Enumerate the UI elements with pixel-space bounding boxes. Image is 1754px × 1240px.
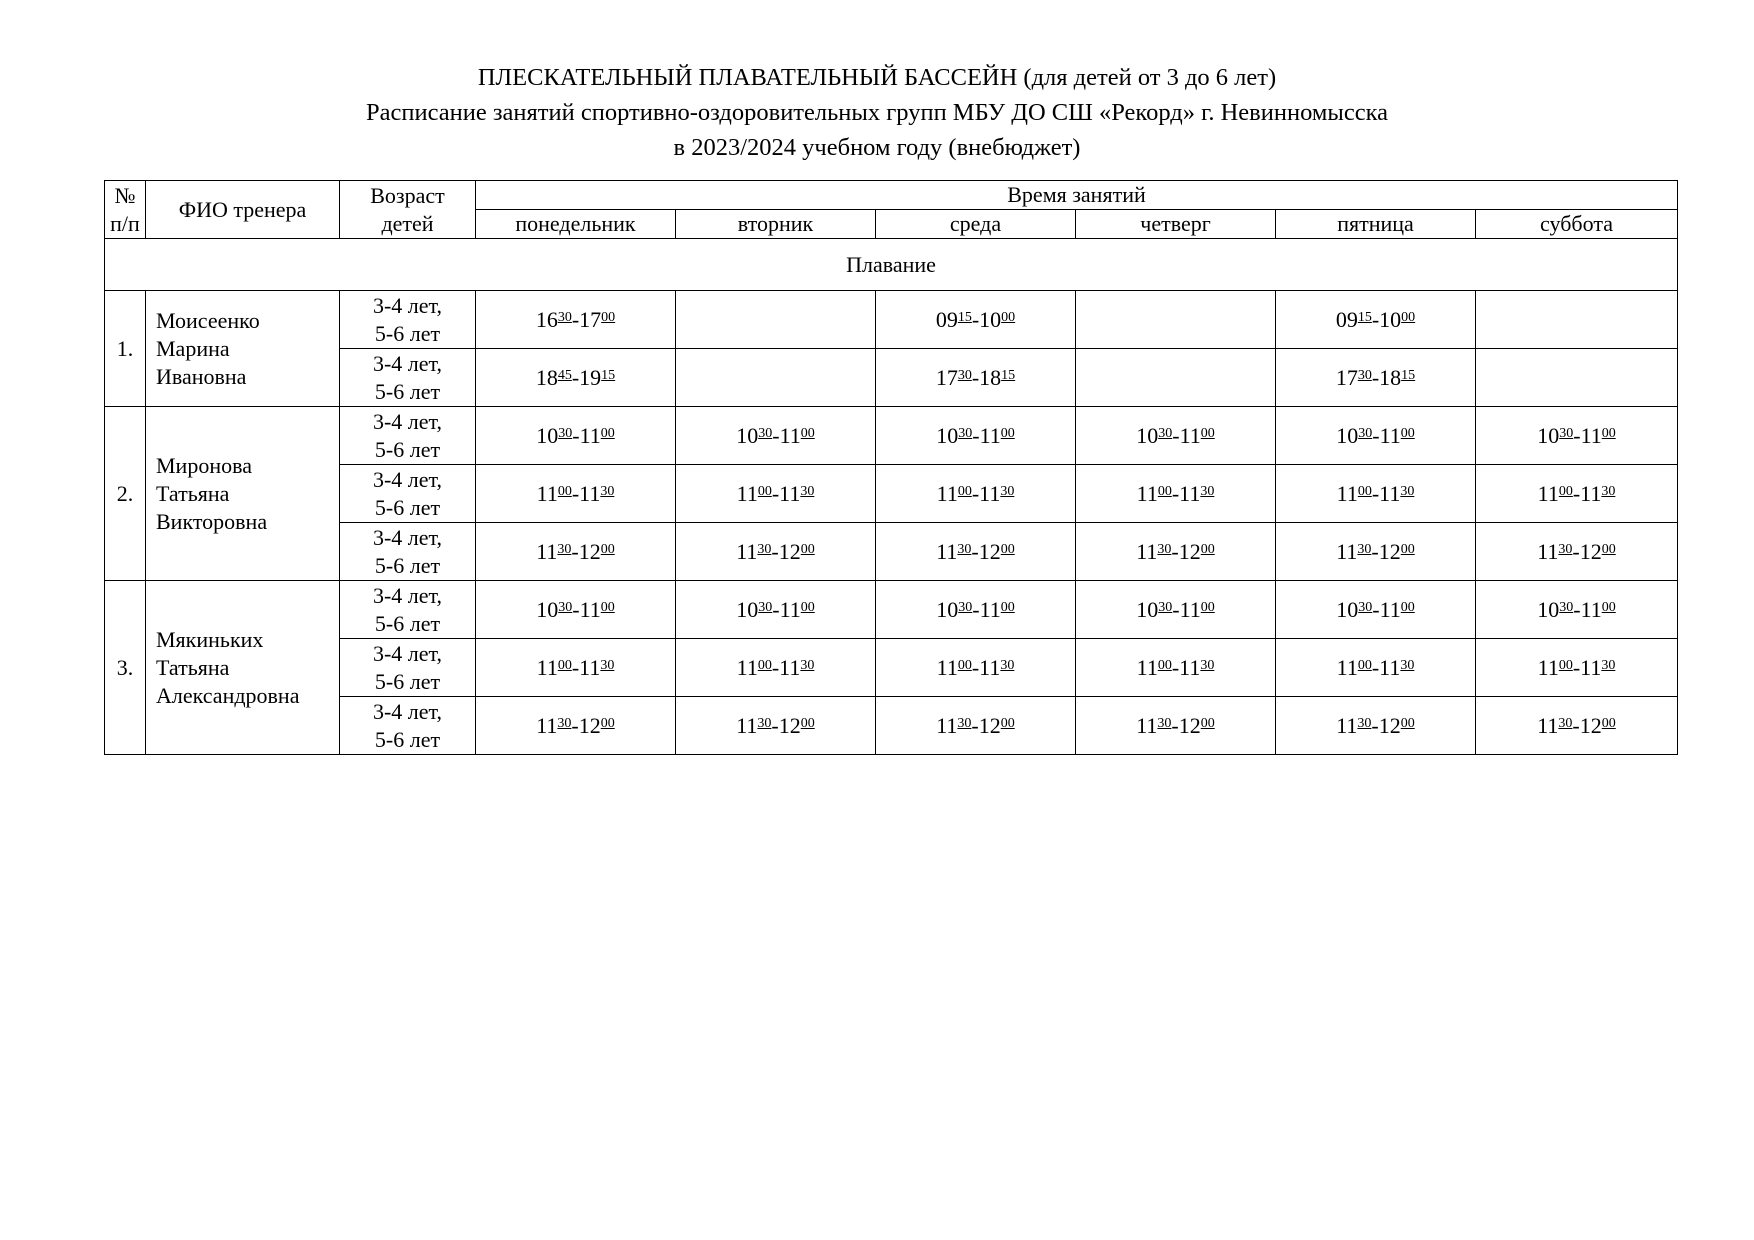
start-hour: 11: [936, 538, 958, 564]
trainer-number: 3.: [105, 581, 146, 755]
time-slot: $11^{00}-11^{30}$: [1476, 639, 1678, 697]
time-slot: $11^{30}-12^{00}$: [1076, 697, 1276, 755]
trainer-name: [146, 581, 340, 755]
header-title: ПЛЕСКАТЕЛЬНЫЙ ПЛАВАТЕЛЬНЫЙ БАССЕЙН (для детей от 3 до 6 лет): [477, 64, 1277, 91]
age-group: [340, 581, 476, 639]
end-hour: 11: [579, 422, 601, 448]
start-minute: 30: [1158, 599, 1173, 615]
start-hour: 10: [936, 422, 959, 448]
end-hour: 11: [979, 596, 1001, 622]
table-row: [105, 349, 1678, 407]
end-minute: 30: [600, 657, 615, 673]
start-hour: 11: [536, 538, 558, 564]
time-slot: $10^{30}-11^{00}$: [876, 581, 1076, 639]
age-group-line2: 5-6 лет: [374, 668, 441, 694]
end-minute: 00: [1400, 715, 1415, 731]
end-hour: 11: [1179, 654, 1201, 680]
end-minute: 15: [601, 367, 616, 383]
time-slot: $10^{30}-11^{00}$: [1076, 581, 1276, 639]
start-hour: 10: [1537, 596, 1560, 622]
time-slot: $10^{30}-11^{00}$: [1476, 581, 1678, 639]
end-hour: 11: [779, 422, 801, 448]
end-minute: 00: [800, 715, 815, 731]
time-slot: $10^{30}-11^{00}$: [476, 581, 676, 639]
end-minute: 00: [1000, 715, 1015, 731]
end-hour: 12: [978, 538, 1001, 564]
start-hour: 11: [936, 654, 958, 680]
trainer-name-line: Александровна: [156, 682, 300, 708]
header-trainer: ФИО тренера: [146, 181, 340, 239]
time-slot: $11^{00}-11^{30}$: [1476, 465, 1678, 523]
start-hour: 10: [536, 596, 559, 622]
start-minute: 30: [758, 425, 773, 441]
time-slot: $10^{30}-11^{00}$: [876, 407, 1076, 465]
start-minute: 30: [758, 599, 773, 615]
start-minute: 15: [957, 309, 972, 325]
end-hour: 11: [1580, 654, 1602, 680]
trainer-name: [146, 407, 340, 581]
end-minute: 30: [1200, 657, 1215, 673]
end-hour: 11: [1179, 480, 1201, 506]
start-minute: 00: [1157, 483, 1172, 499]
start-hour: 11: [936, 712, 958, 738]
start-minute: 15: [1357, 309, 1372, 325]
end-hour: 12: [978, 712, 1001, 738]
end-minute: 00: [600, 715, 615, 731]
time-slot: $18^{45}-19^{15}$: [476, 349, 676, 407]
end-hour: 12: [1579, 538, 1602, 564]
end-minute: 15: [1001, 367, 1016, 383]
time-slot: $11^{30}-12^{00}$: [476, 697, 676, 755]
start-hour: 18: [535, 364, 558, 390]
end-minute: 30: [800, 483, 815, 499]
start-hour: 10: [1336, 422, 1359, 448]
time-slot: $10^{30}-11^{00}$: [676, 407, 876, 465]
end-minute: 00: [800, 425, 815, 441]
start-minute: 30: [1357, 715, 1372, 731]
age-group: [340, 349, 476, 407]
end-minute: 00: [1200, 715, 1215, 731]
time-slot: $11^{30}-12^{00}$: [1076, 523, 1276, 581]
start-hour: 11: [1537, 712, 1559, 738]
start-minute: 30: [957, 715, 972, 731]
time-slot: $11^{00}-11^{30}$: [476, 639, 676, 697]
time-slot: $11^{30}-12^{00}$: [876, 523, 1076, 581]
header-year: в 2023/2024 учебном году (внебюджет): [673, 134, 1081, 161]
table-row: [105, 291, 1678, 349]
age-group-line1: 3-4 лет,: [372, 582, 443, 608]
time-slot: $11^{00}-11^{30}$: [1076, 465, 1276, 523]
time-slot: $17^{30}-18^{15}$: [876, 349, 1076, 407]
end-minute: 00: [1601, 425, 1616, 441]
end-minute: 30: [1601, 483, 1616, 499]
start-minute: 30: [1157, 715, 1172, 731]
end-hour: 11: [979, 654, 1001, 680]
time-slot: $10^{30}-11^{00}$: [476, 407, 676, 465]
end-minute: 00: [1000, 541, 1015, 557]
end-minute: 00: [1601, 715, 1616, 731]
age-group-line1: 3-4 лет,: [372, 524, 443, 550]
end-minute: 00: [1601, 599, 1616, 615]
trainer-number: 2.: [105, 407, 146, 581]
start-minute: 30: [957, 541, 972, 557]
header-age-line1: Возраст: [370, 182, 445, 208]
end-hour: 10: [979, 306, 1002, 332]
header-day-monday: понедельник: [476, 210, 676, 239]
header-day-wednesday: среда: [876, 210, 1076, 239]
trainer-name-line: Марина: [156, 335, 230, 361]
start-hour: 11: [1336, 480, 1358, 506]
end-minute: 30: [600, 483, 615, 499]
start-hour: 17: [1335, 364, 1358, 390]
header-num-line1: №: [114, 182, 136, 208]
end-hour: 12: [1378, 538, 1401, 564]
schedule-table: [104, 180, 1678, 755]
end-hour: 12: [578, 712, 601, 738]
end-minute: 30: [1200, 483, 1215, 499]
time-slot: $11^{00}-11^{30}$: [676, 465, 876, 523]
time-slot: $11^{30}-12^{00}$: [1476, 697, 1678, 755]
end-hour: 18: [979, 364, 1002, 390]
table-row: [105, 465, 1678, 523]
start-minute: 30: [557, 309, 572, 325]
table-header-row: [105, 181, 1678, 210]
time-slot: $11^{00}-11^{30}$: [1276, 639, 1476, 697]
age-group-line1: 3-4 лет,: [372, 640, 443, 666]
end-hour: 11: [1580, 422, 1602, 448]
time-slot: $11^{30}-12^{00}$: [1276, 523, 1476, 581]
age-group-line1: 3-4 лет,: [372, 408, 443, 434]
start-hour: 09: [1335, 306, 1358, 332]
end-minute: 00: [600, 599, 615, 615]
trainer-name-line: Моисеенко: [156, 307, 260, 333]
start-minute: 00: [1157, 657, 1172, 673]
trainer-name-line: Татьяна: [156, 654, 230, 680]
end-hour: 11: [1379, 654, 1401, 680]
end-hour: 12: [1378, 712, 1401, 738]
age-group: [340, 465, 476, 523]
header-num: [105, 181, 146, 239]
end-hour: 11: [1379, 596, 1401, 622]
start-hour: 10: [1136, 422, 1159, 448]
start-hour: 11: [1336, 712, 1358, 738]
document-header: [0, 60, 1754, 165]
trainer-name-line: Миронова: [156, 452, 252, 478]
start-hour: 11: [736, 712, 758, 738]
start-minute: 30: [557, 715, 572, 731]
trainer-number: 1.: [105, 291, 146, 407]
end-minute: 30: [1400, 657, 1415, 673]
end-minute: 00: [1000, 425, 1015, 441]
start-minute: 00: [557, 657, 572, 673]
start-minute: 00: [557, 483, 572, 499]
start-minute: 45: [557, 367, 572, 383]
start-hour: 11: [1537, 480, 1559, 506]
end-hour: 11: [779, 654, 801, 680]
start-minute: 00: [1357, 657, 1372, 673]
time-slot: [676, 349, 876, 407]
time-slot: $11^{30}-12^{00}$: [1276, 697, 1476, 755]
end-hour: 11: [579, 654, 601, 680]
start-hour: 10: [1537, 422, 1560, 448]
start-minute: 30: [1158, 425, 1173, 441]
start-hour: 11: [736, 538, 758, 564]
end-minute: 30: [1601, 657, 1616, 673]
time-slot: $10^{30}-11^{00}$: [1276, 581, 1476, 639]
age-group-line1: 3-4 лет,: [372, 698, 443, 724]
header-age-line2: детей: [381, 210, 434, 236]
age-group-line1: 3-4 лет,: [372, 292, 443, 318]
time-slot: $10^{30}-11^{00}$: [1276, 407, 1476, 465]
start-hour: 11: [536, 712, 558, 738]
end-minute: 00: [1200, 541, 1215, 557]
start-hour: 11: [1336, 538, 1358, 564]
start-minute: 00: [757, 483, 772, 499]
start-hour: 11: [736, 480, 758, 506]
start-hour: 11: [1537, 654, 1559, 680]
end-minute: 00: [600, 425, 615, 441]
start-minute: 30: [1357, 541, 1372, 557]
time-slot: $09^{15}-10^{00}$: [876, 291, 1076, 349]
end-hour: 11: [1379, 480, 1401, 506]
time-slot: $11^{30}-12^{00}$: [476, 523, 676, 581]
end-minute: 00: [601, 309, 616, 325]
end-hour: 11: [779, 596, 801, 622]
age-group-line2: 5-6 лет: [374, 726, 441, 752]
trainer-name-line: Ивановна: [156, 363, 247, 389]
time-slot: [1476, 291, 1678, 349]
trainer-name-line: Татьяна: [156, 480, 230, 506]
start-minute: 30: [957, 367, 972, 383]
end-minute: 00: [1001, 309, 1016, 325]
end-minute: 30: [800, 657, 815, 673]
table-row: [105, 639, 1678, 697]
start-hour: 11: [936, 480, 958, 506]
start-minute: 00: [757, 657, 772, 673]
end-hour: 11: [579, 480, 601, 506]
start-hour: 10: [1336, 596, 1359, 622]
end-hour: 11: [979, 422, 1001, 448]
end-minute: 00: [1200, 425, 1215, 441]
time-slot: $11^{00}-11^{30}$: [676, 639, 876, 697]
end-hour: 11: [1580, 480, 1602, 506]
age-group-line2: 5-6 лет: [374, 552, 441, 578]
end-minute: 30: [1000, 657, 1015, 673]
start-hour: 10: [1136, 596, 1159, 622]
table-row: [105, 697, 1678, 755]
start-minute: 30: [958, 599, 973, 615]
start-minute: 30: [1358, 599, 1373, 615]
trainer-name-line: Викторовна: [156, 508, 268, 534]
start-hour: 11: [536, 654, 558, 680]
time-slot: $11^{00}-11^{30}$: [1276, 465, 1476, 523]
age-group-line2: 5-6 лет: [374, 378, 441, 404]
time-slot: $17^{30}-18^{15}$: [1276, 349, 1476, 407]
age-group-line2: 5-6 лет: [374, 320, 441, 346]
start-minute: 30: [1157, 541, 1172, 557]
age-group-line2: 5-6 лет: [374, 610, 441, 636]
end-hour: 11: [1179, 422, 1201, 448]
end-hour: 18: [1379, 364, 1402, 390]
header-day-thursday: четверг: [1076, 210, 1276, 239]
end-minute: 00: [1400, 599, 1415, 615]
time-slot: $10^{30}-11^{00}$: [1076, 407, 1276, 465]
time-slot: $10^{30}-11^{00}$: [676, 581, 876, 639]
start-hour: 11: [736, 654, 758, 680]
age-group-line1: 3-4 лет,: [372, 466, 443, 492]
end-hour: 11: [779, 480, 801, 506]
age-group: [340, 523, 476, 581]
time-slot: $11^{30}-12^{00}$: [1476, 523, 1678, 581]
time-slot: [1076, 291, 1276, 349]
end-minute: 00: [800, 541, 815, 557]
start-minute: 00: [1558, 483, 1573, 499]
start-minute: 30: [558, 599, 573, 615]
time-slot: [676, 291, 876, 349]
start-hour: 16: [535, 306, 558, 332]
start-minute: 00: [957, 657, 972, 673]
start-hour: 11: [1136, 538, 1158, 564]
end-minute: 00: [1200, 599, 1215, 615]
start-minute: 00: [957, 483, 972, 499]
end-hour: 12: [1579, 712, 1602, 738]
end-hour: 11: [579, 596, 601, 622]
end-minute: 00: [1000, 599, 1015, 615]
start-hour: 10: [736, 422, 759, 448]
start-hour: 17: [935, 364, 958, 390]
start-minute: 30: [1558, 541, 1573, 557]
age-group-line1: 3-4 лет,: [372, 350, 443, 376]
start-minute: 30: [1357, 367, 1372, 383]
end-hour: 11: [1580, 596, 1602, 622]
age-group: [340, 697, 476, 755]
header-day-friday: пятница: [1276, 210, 1476, 239]
start-minute: 00: [1357, 483, 1372, 499]
table-row: [105, 407, 1678, 465]
start-hour: 09: [935, 306, 958, 332]
end-hour: 12: [778, 538, 801, 564]
start-minute: 30: [558, 425, 573, 441]
end-hour: 11: [1179, 596, 1201, 622]
time-slot: $10^{30}-11^{00}$: [1476, 407, 1678, 465]
end-minute: 00: [1601, 541, 1616, 557]
time-slot: [1476, 349, 1678, 407]
age-group: [340, 639, 476, 697]
table-row: [105, 581, 1678, 639]
end-hour: 19: [579, 364, 602, 390]
time-slot: $09^{15}-10^{00}$: [1276, 291, 1476, 349]
end-minute: 30: [1000, 483, 1015, 499]
end-minute: 00: [800, 599, 815, 615]
time-slot: [1076, 349, 1276, 407]
start-hour: 11: [1537, 538, 1559, 564]
start-minute: 30: [958, 425, 973, 441]
start-hour: 10: [536, 422, 559, 448]
end-hour: 12: [1178, 712, 1201, 738]
header-age: [340, 181, 476, 239]
start-hour: 10: [936, 596, 959, 622]
time-slot: $11^{00}-11^{30}$: [876, 465, 1076, 523]
end-minute: 00: [600, 541, 615, 557]
start-minute: 30: [757, 541, 772, 557]
end-hour: 11: [1379, 422, 1401, 448]
start-minute: 00: [1558, 657, 1573, 673]
age-group-line2: 5-6 лет: [374, 436, 441, 462]
start-minute: 30: [1559, 425, 1574, 441]
start-hour: 11: [536, 480, 558, 506]
time-slot: $11^{00}-11^{30}$: [476, 465, 676, 523]
end-minute: 00: [1400, 425, 1415, 441]
start-minute: 30: [757, 715, 772, 731]
trainer-name: [146, 291, 340, 407]
trainer-name-line: Мякиньких: [156, 626, 264, 652]
time-slot: $11^{00}-11^{30}$: [1076, 639, 1276, 697]
end-hour: 12: [578, 538, 601, 564]
end-minute: 15: [1401, 367, 1416, 383]
age-group: [340, 291, 476, 349]
end-minute: 00: [1400, 541, 1415, 557]
start-hour: 11: [1136, 654, 1158, 680]
header-num-line2: п/п: [110, 210, 140, 236]
section-title: Плавание: [105, 239, 1678, 291]
start-minute: 30: [1558, 715, 1573, 731]
age-group-line2: 5-6 лет: [374, 494, 441, 520]
end-hour: 11: [979, 480, 1001, 506]
end-minute: 00: [1401, 309, 1416, 325]
age-group: [340, 407, 476, 465]
start-minute: 30: [557, 541, 572, 557]
start-hour: 11: [1136, 712, 1158, 738]
time-slot: $11^{30}-12^{00}$: [676, 523, 876, 581]
time-slot: $11^{30}-12^{00}$: [676, 697, 876, 755]
start-minute: 30: [1358, 425, 1373, 441]
end-hour: 10: [1379, 306, 1402, 332]
end-hour: 17: [579, 306, 602, 332]
end-minute: 30: [1400, 483, 1415, 499]
time-slot: $16^{30}-17^{00}$: [476, 291, 676, 349]
time-slot: $11^{00}-11^{30}$: [876, 639, 1076, 697]
start-hour: 11: [1336, 654, 1358, 680]
table-row: [105, 523, 1678, 581]
header-day-saturday: суббота: [1476, 210, 1678, 239]
time-slot: $11^{30}-12^{00}$: [876, 697, 1076, 755]
header-time: Время занятий: [476, 181, 1678, 210]
end-hour: 12: [778, 712, 801, 738]
start-minute: 30: [1559, 599, 1574, 615]
header-day-tuesday: вторник: [676, 210, 876, 239]
start-hour: 10: [736, 596, 759, 622]
section-row: [105, 239, 1678, 291]
start-hour: 11: [1136, 480, 1158, 506]
end-hour: 12: [1178, 538, 1201, 564]
header-subtitle: Расписание занятий спортивно-оздоровительных групп МБУ ДО СШ «Рекорд» г. Невинномысска: [366, 99, 1388, 126]
